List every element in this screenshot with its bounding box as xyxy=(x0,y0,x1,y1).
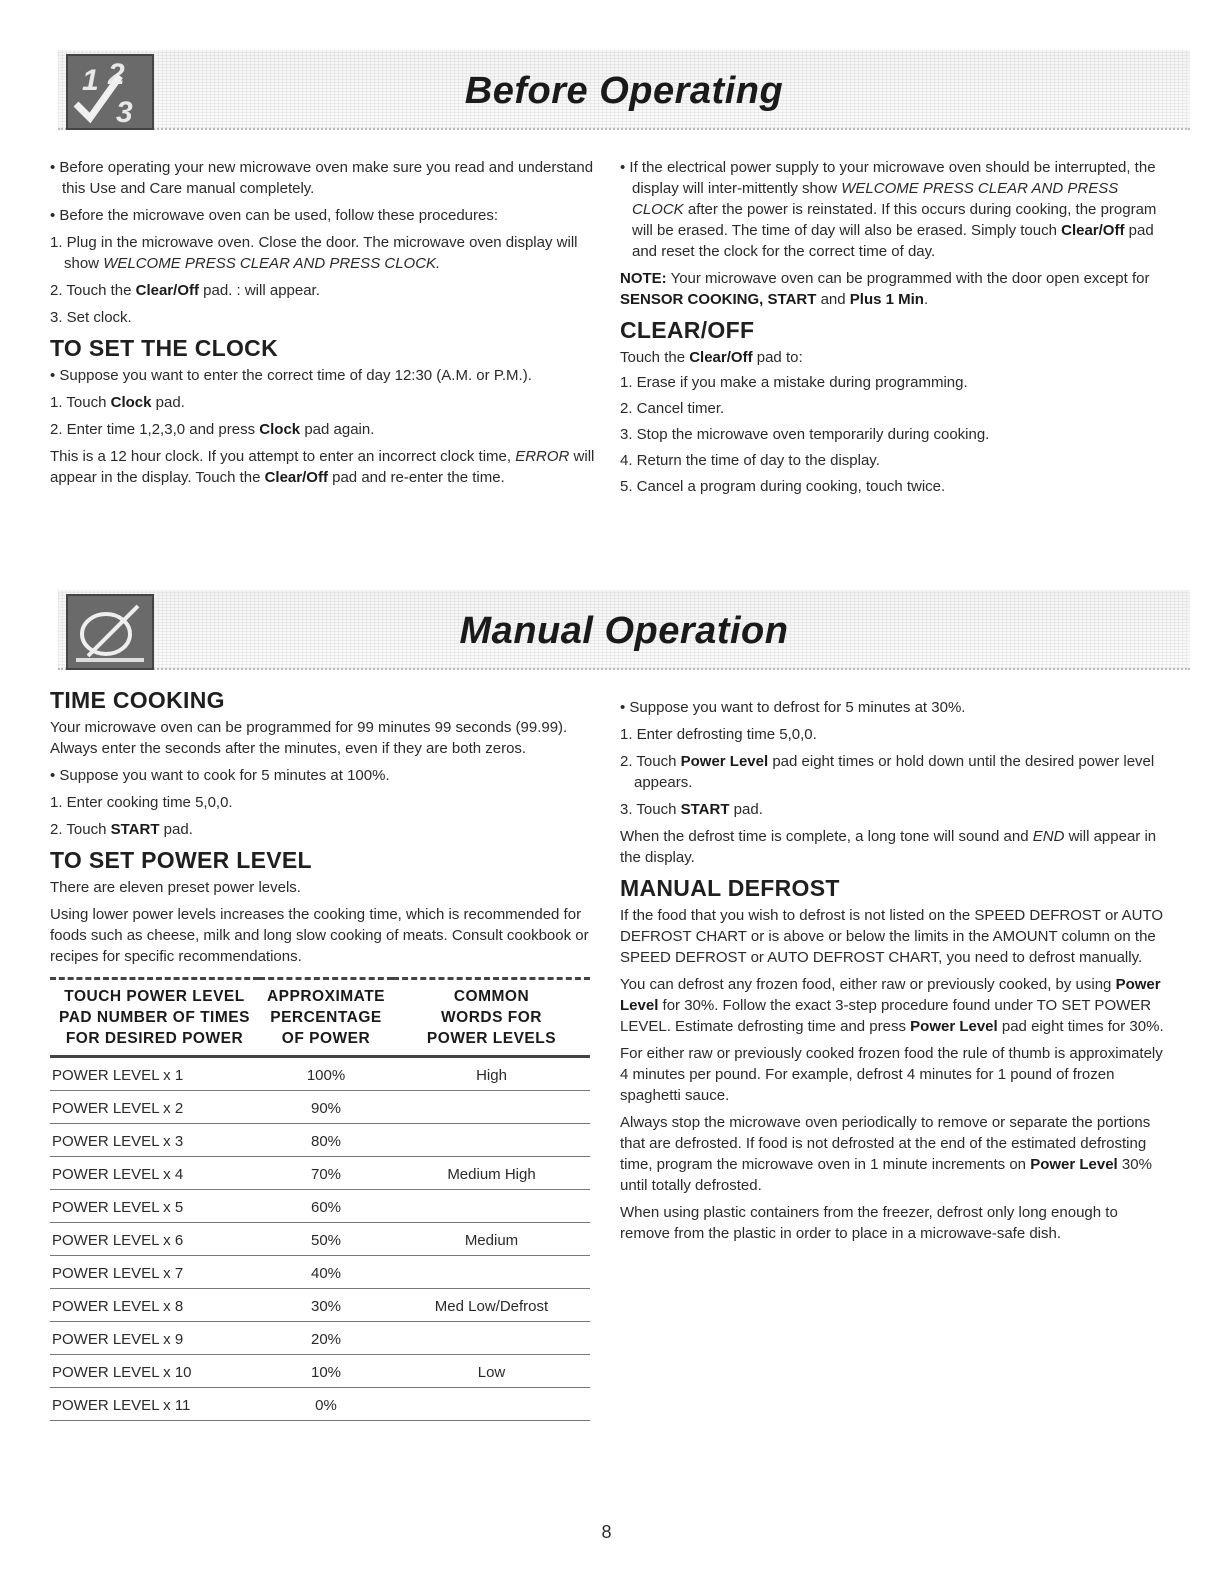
manual-operation-title: Manual Operation xyxy=(459,610,789,652)
before-operating-title: Before Operating xyxy=(464,70,784,112)
table-header-words: COMMON WORDS FOR POWER LEVELS xyxy=(393,979,590,1057)
manual-defrost-heading: MANUAL DEFROST xyxy=(620,875,840,901)
power-level-paragraph-2: Using lower power levels increases the cooking time, which is recommended for foods such as cheese, milk and long slow cooking of meats. Consult cookbook or recipes for specific recommendations. xyxy=(50,906,589,965)
manual-right-column xyxy=(620,697,1165,1250)
svg-text:2: 2 xyxy=(108,58,125,91)
time-cooking-step-1: 1. Enter cooking time 5,0,0. xyxy=(50,794,233,811)
before-step-2: 2. Touch the Clear/Off pad. : will appear. xyxy=(50,282,320,299)
table-header-percentage: APPROXIMATE PERCENTAGE OF POWER xyxy=(259,979,393,1057)
manual-left-column xyxy=(50,687,595,1421)
table-row: POWER LEVEL x 7 40% xyxy=(50,1256,590,1289)
table-row: POWER LEVEL x 5 60% xyxy=(50,1190,590,1223)
table-row: POWER LEVEL x 4 70% Medium High xyxy=(50,1157,590,1190)
clear-off-heading: CLEAR/OFF xyxy=(620,317,755,343)
manual-defrost-paragraph-5: When using plastic containers from the freezer, defrost only long enough to remove from the plastic in order to place in a microwave-safe dish. xyxy=(620,1204,1118,1242)
clear-off-item-1: 1. Erase if you make a mistake during programming. xyxy=(620,374,968,391)
set-clock-heading: TO SET THE CLOCK xyxy=(50,335,278,361)
before-bullet-1: • Before operating your new microwave oven make sure you read and understand this Use and Care manual completely. xyxy=(50,159,594,197)
table-row: POWER LEVEL x 10 10% Low xyxy=(50,1355,590,1388)
time-cooking-heading: TIME COOKING xyxy=(50,687,225,713)
table-row: POWER LEVEL x 11 0% xyxy=(50,1388,590,1421)
table-row: POWER LEVEL x 1 100% High xyxy=(50,1057,590,1091)
defrost-complete-paragraph: When the defrost time is complete, a long tone will sound and END will appear in the display. xyxy=(620,828,1157,866)
power-level-heading: TO SET POWER LEVEL xyxy=(50,847,312,873)
table-row: POWER LEVEL x 9 20% xyxy=(50,1322,590,1355)
table-row: POWER LEVEL x 8 30% Med Low/Defrost xyxy=(50,1289,590,1322)
before-left-column xyxy=(50,157,595,494)
before-bullet-2: • Before the microwave oven can be used, follow these procedures: xyxy=(50,207,499,224)
table-row: POWER LEVEL x 6 50% Medium xyxy=(50,1223,590,1256)
table-row: POWER LEVEL x 3 80% xyxy=(50,1124,590,1157)
defrost-bullet: • Suppose you want to defrost for 5 minutes at 30%. xyxy=(620,699,966,716)
time-cooking-bullet: • Suppose you want to cook for 5 minutes at 100%. xyxy=(50,767,390,784)
clear-off-item-3: 3. Stop the microwave oven temporarily during cooking. xyxy=(620,426,990,443)
time-cooking-step-2: 2. Touch START pad. xyxy=(50,821,193,838)
before-step-3: 3. Set clock. xyxy=(50,309,132,326)
page-number: 8 xyxy=(601,1522,612,1542)
clock-paragraph: This is a 12 hour clock. If you attempt to enter an incorrect clock time, ERROR will appear in the display. Touch the Clear/Off pad and re-enter the time. xyxy=(50,448,595,486)
time-cooking-paragraph: Your microwave oven can be programmed for 99 minutes 99 seconds (99.99). Always enter the seconds after the minutes, even if they are both zeros. xyxy=(50,719,568,757)
table-header-touch: TOUCH POWER LEVEL PAD NUMBER OF TIMES FOR DESIRED POWER xyxy=(50,979,259,1057)
clock-bullet-1: • Suppose you want to enter the correct time of day 12:30 (A.M. or P.M.). xyxy=(50,367,532,384)
svg-text:1: 1 xyxy=(82,64,99,97)
before-step-1: 1. Plug in the microwave oven. Close the door. The microwave oven display will show WELCOME PRESS CLEAR AND PRESS CLOCK. xyxy=(50,234,578,272)
clear-off-item-5: 5. Cancel a program during cooking, touch twice. xyxy=(620,478,946,495)
clear-off-intro: Touch the Clear/Off pad to: xyxy=(620,349,803,366)
clock-step-1: 1. Touch Clock pad. xyxy=(50,394,185,411)
defrost-step-1: 1. Enter defrosting time 5,0,0. xyxy=(620,726,817,743)
manual-defrost-paragraph-3: For either raw or previously cooked frozen food the rule of thumb is approximately 4 minutes per pound. For example, defrost 4 minutes for 1 pound of frozen spaghetti sauce. xyxy=(620,1045,1163,1104)
clock-step-2: 2. Enter time 1,2,3,0 and press Clock pad again. xyxy=(50,421,375,438)
manual-defrost-paragraph-4: Always stop the microwave oven periodically to remove or separate the portions that are defrosted. If food is not defrosted at the end of the estimated defrosting time, program the microwave oven in 1 minute increments on Power Level 30% until totally defrosted. xyxy=(620,1114,1152,1194)
power-level-table xyxy=(50,977,590,1421)
clear-off-item-4: 4. Return the time of day to the display. xyxy=(620,452,880,469)
manual-operation-banner xyxy=(58,590,1190,670)
before-right-column xyxy=(620,157,1160,503)
defrost-step-3: 3. Touch START pad. xyxy=(620,801,763,818)
note-paragraph: NOTE: Your microwave oven can be programmed with the door open except for SENSOR COOKING, START and Plus 1 Min. xyxy=(620,270,1150,308)
power-supply-bullet: • If the electrical power supply to your microwave oven should be interrupted, the display will inter-mittently show WELCOME PRESS CLEAR AND PRESS CLOCK after the power is reinstated. If this occurs during cooking, the program will be erased. The time of day will also be erased. Simply touch Clear/Off pad and reset the clock for the correct time of day. xyxy=(620,159,1157,260)
clear-off-item-2: 2. Cancel timer. xyxy=(620,400,725,417)
svg-text:3: 3 xyxy=(116,96,133,128)
manual-defrost-paragraph-2: You can defrost any frozen food, either raw or previously cooked, by using Power Level for 30%. Follow the exact 3-step procedure found under TO SET POWER LEVEL. Estimate defrosting time and press Power Level pad eight times for 30%. xyxy=(620,976,1164,1035)
before-operating-banner xyxy=(58,50,1190,130)
power-level-paragraph-1: There are eleven preset power levels. xyxy=(50,879,301,896)
defrost-step-2: 2. Touch Power Level pad eight times or hold down until the desired power level appears. xyxy=(620,753,1155,791)
table-row: POWER LEVEL x 2 90% xyxy=(50,1091,590,1124)
manual-defrost-paragraph-1: If the food that you wish to defrost is not listed on the SPEED DEFROST or AUTO DEFROST CHART or is above or below the limits in the AMOUNT column on the SPEED DEFROST or AUTO DEFROST CHART, you need to defrost manually. xyxy=(620,907,1164,966)
